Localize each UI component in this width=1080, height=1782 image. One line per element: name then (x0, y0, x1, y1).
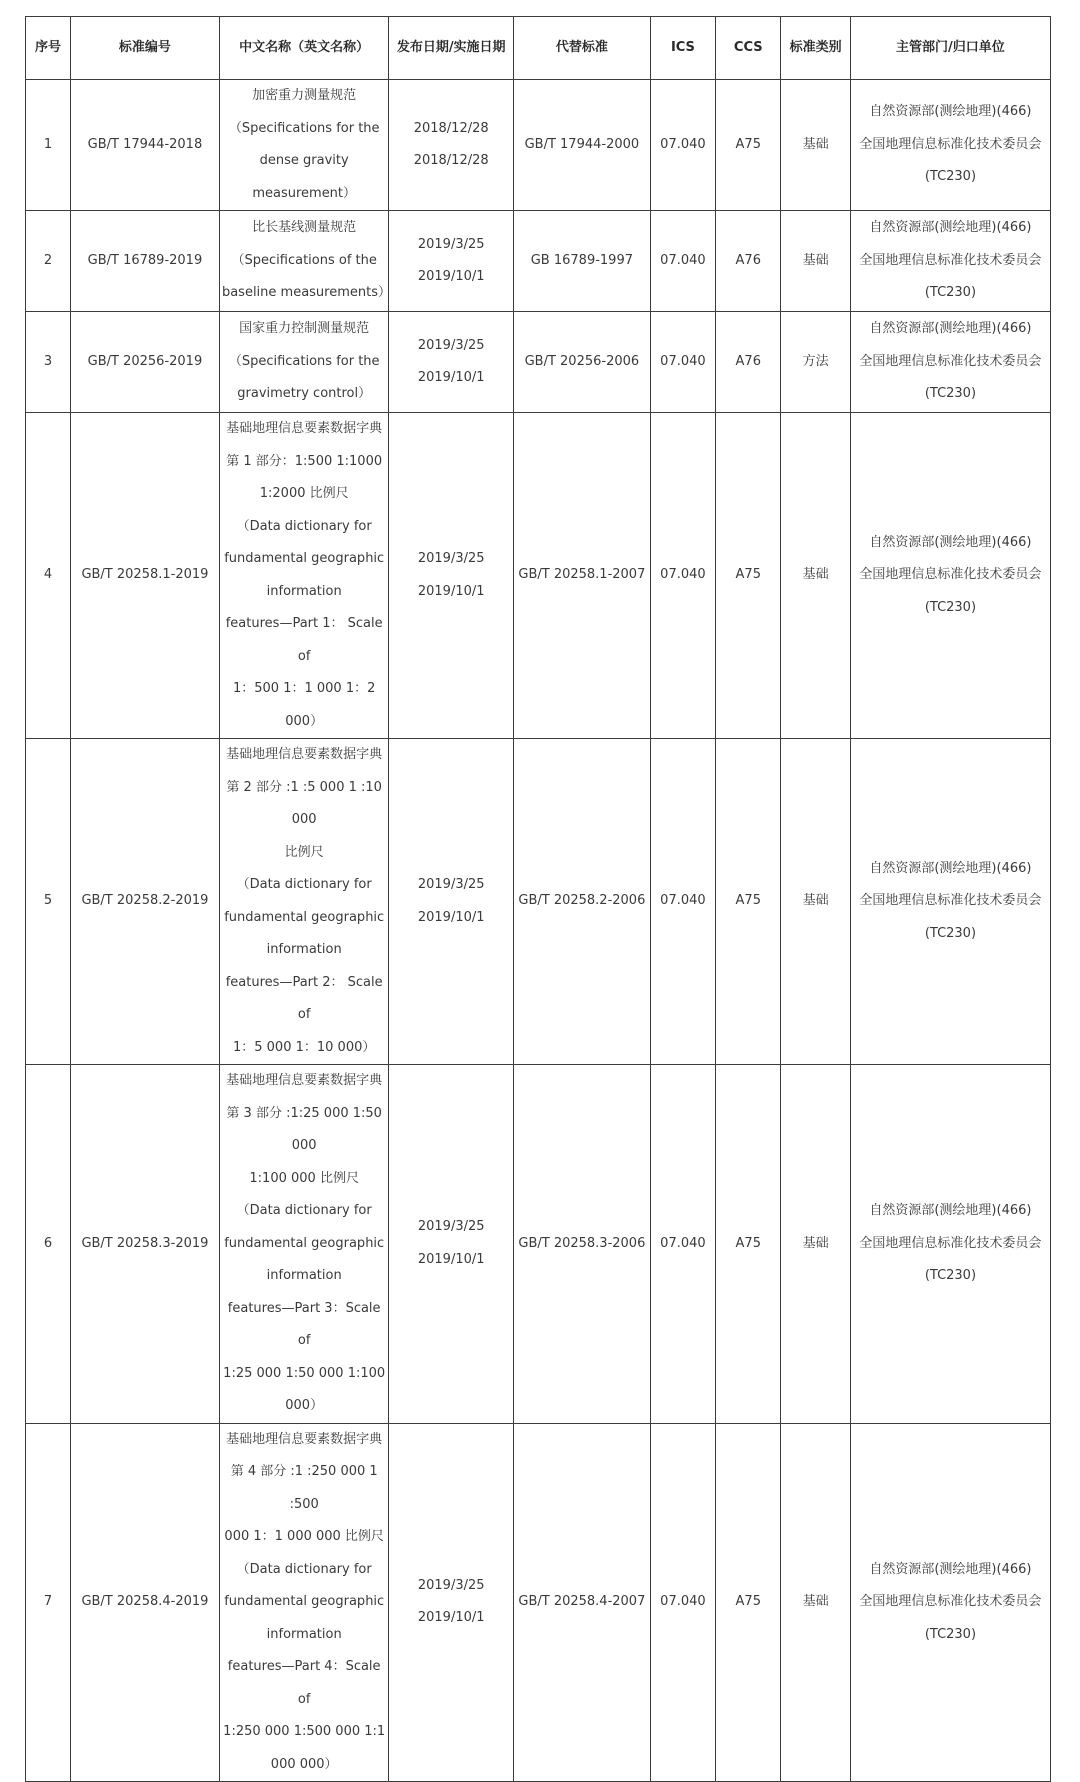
cell-dept-line: 全国地理信息标准化技术委员会 (859, 567, 1042, 583)
cell-name-line: features—Part 3：Scale of (227, 1300, 381, 1348)
cell-seq: 6 (26, 1065, 71, 1424)
cell-replaces: GB/T 20258.3-2006 (513, 1065, 650, 1424)
table-row (26, 739, 1051, 1065)
cell-dates (389, 739, 514, 1065)
table-row (26, 80, 1051, 211)
cell-name-line: information (266, 942, 342, 957)
cell-name-line: fundamental geographic (224, 1594, 385, 1609)
cell-name-line: 000） (285, 1398, 324, 1413)
header-name: 中文名称（英文名称） (219, 17, 388, 80)
table-row (26, 413, 1051, 739)
cell-name-line: information (266, 583, 342, 599)
cell-ccs: A76 (716, 211, 781, 312)
cell-name-line: 1:100 000 比例尺 (249, 1170, 359, 1186)
cell-category: 基础 (781, 413, 850, 739)
cell-dept-line: 全国地理信息标准化技术委员会 (859, 353, 1042, 369)
header-code: 标准编号 (70, 17, 219, 80)
cell-dept (850, 211, 1050, 312)
header-dates: 发布日期/实施日期 (389, 17, 514, 80)
cell-dept (850, 1065, 1050, 1424)
cell-date-publish: 2019/3/25 (417, 877, 485, 892)
cell-date-publish: 2019/3/25 (417, 1219, 485, 1235)
cell-name-line: （Data dictionary for (236, 1203, 372, 1218)
cell-name-line: 基础地理信息要素数据字典 (226, 421, 383, 436)
cell-date-publish: 2019/3/25 (417, 337, 485, 353)
cell-name-line: 1：500 1：1 000 1：2 000） (232, 681, 376, 729)
cell-dates (389, 80, 514, 211)
cell-seq: 3 (26, 312, 71, 413)
cell-name-line: gravimetry control） (237, 386, 372, 402)
cell-name-line: fundamental geographic (224, 909, 385, 925)
cell-replaces: GB/T 20256-2006 (513, 312, 650, 413)
cell-name-line: 基础地理信息要素数据字典 (226, 747, 383, 762)
table-body (26, 80, 1051, 1782)
cell-date-implement: 2019/10/1 (417, 909, 485, 925)
cell-name (219, 312, 388, 413)
cell-dept-line: 自然资源部(测绘地理)(466) (869, 1561, 1032, 1577)
cell-category: 方法 (781, 312, 850, 413)
cell-dept (850, 80, 1050, 211)
cell-dept-line: 全国地理信息标准化技术委员会 (859, 136, 1042, 152)
cell-name-line: （Data dictionary for (236, 877, 372, 892)
header-dept: 主管部门/归口单位 (850, 17, 1050, 80)
cell-name (219, 739, 388, 1065)
cell-name-line: dense gravity (259, 153, 349, 168)
cell-replaces: GB 16789-1997 (513, 211, 650, 312)
cell-dept-line: (TC230) (924, 386, 977, 402)
cell-dept (850, 312, 1050, 413)
cell-dept-line: 自然资源部(测绘地理)(466) (869, 860, 1032, 876)
cell-name-line: fundamental geographic (224, 551, 385, 566)
cell-name-line: 1:2000 比例尺 (259, 486, 349, 501)
cell-name (219, 1423, 388, 1782)
cell-code: GB/T 20258.2-2019 (70, 739, 219, 1065)
cell-dept-line: 自然资源部(测绘地理)(466) (869, 220, 1032, 236)
cell-name-line: information (266, 1268, 342, 1283)
cell-dates (389, 1423, 514, 1782)
cell-replaces: GB/T 20258.2-2006 (513, 739, 650, 1065)
cell-date-implement: 2019/10/1 (417, 1610, 485, 1626)
cell-name (219, 80, 388, 211)
cell-ics: 07.040 (650, 80, 715, 211)
cell-dept (850, 1423, 1050, 1782)
cell-code: GB/T 20258.4-2019 (70, 1423, 219, 1782)
cell-category: 基础 (781, 211, 850, 312)
cell-code: GB/T 20258.3-2019 (70, 1065, 219, 1424)
cell-ics: 07.040 (650, 211, 715, 312)
cell-seq: 4 (26, 413, 71, 739)
cell-name-line: information (266, 1626, 342, 1642)
cell-ccs: A75 (716, 1065, 781, 1424)
cell-ccs: A75 (716, 80, 781, 211)
cell-date-implement: 2019/10/1 (417, 583, 485, 599)
cell-dept-line: (TC230) (924, 285, 977, 301)
cell-name-line: （Data dictionary for (236, 1561, 372, 1577)
cell-name-line: features—Part 2： Scale of (225, 974, 383, 1022)
cell-name (219, 1065, 388, 1424)
cell-ccs: A75 (716, 1423, 781, 1782)
cell-name-line: 加密重力测量规范 (252, 88, 357, 103)
cell-name-line: （Specifications for the (228, 120, 380, 136)
cell-seq: 2 (26, 211, 71, 312)
cell-ics: 07.040 (650, 1423, 715, 1782)
cell-name-line: 第 3 部分 :1:25 000 1:50 000 (226, 1105, 382, 1153)
cell-name-line: 比长基线测量规范 (252, 220, 357, 236)
cell-name-line: 000 1：1 000 000 比例尺 (224, 1529, 384, 1544)
cell-name-line: 第 2 部分 :1 :5 000 1 :10 000 (226, 779, 382, 827)
cell-name-line: 第 4 部分 :1 :250 000 1 :500 (230, 1464, 378, 1512)
cell-name-line: 1:250 000 1:500 000 1:1 (223, 1724, 386, 1739)
cell-code: GB/T 20258.1-2019 (70, 413, 219, 739)
cell-name-line: （Data dictionary for (236, 518, 372, 534)
cell-date-implement: 2018/12/28 (413, 153, 489, 168)
cell-name-line: 1:25 000 1:50 000 1:100 (223, 1365, 386, 1381)
cell-name-line: fundamental geographic (224, 1235, 385, 1251)
cell-ccs: A75 (716, 739, 781, 1065)
cell-date-publish: 2019/3/25 (417, 551, 485, 566)
cell-name-line: 基础地理信息要素数据字典 (226, 1431, 383, 1447)
header-row (26, 17, 1051, 80)
table-row (26, 312, 1051, 413)
cell-dept-line: (TC230) (924, 925, 977, 941)
cell-date-publish: 2019/3/25 (417, 1577, 485, 1593)
cell-name-line: 基础地理信息要素数据字典 (226, 1073, 383, 1088)
cell-name-line: （Specifications for the (228, 353, 380, 369)
cell-dates (389, 211, 514, 312)
cell-date-implement: 2019/10/1 (417, 1251, 485, 1267)
table-row (26, 1065, 1051, 1424)
cell-date-implement: 2019/10/1 (417, 269, 485, 284)
header-replaces: 代替标准 (513, 17, 650, 80)
cell-replaces: GB/T 20258.4-2007 (513, 1423, 650, 1782)
cell-dept-line: 自然资源部(测绘地理)(466) (869, 534, 1032, 550)
cell-name-line: measurement） (252, 185, 357, 201)
table-header (26, 17, 1051, 80)
cell-name (219, 413, 388, 739)
cell-dept-line: 自然资源部(测绘地理)(466) (869, 1203, 1032, 1218)
cell-name-line: 第 1 部分：1:500 1:1000 (226, 453, 383, 469)
cell-dept-line: 全国地理信息标准化技术委员会 (859, 252, 1042, 268)
cell-seq: 1 (26, 80, 71, 211)
table-row (26, 211, 1051, 312)
standards-table (25, 16, 1051, 1782)
cell-seq: 7 (26, 1423, 71, 1782)
cell-category: 基础 (781, 739, 850, 1065)
cell-date-implement: 2019/10/1 (417, 370, 485, 385)
cell-dept-line: (TC230) (924, 1626, 977, 1642)
cell-dept-line: 全国地理信息标准化技术委员会 (859, 1594, 1042, 1609)
cell-name-line: 比例尺 (284, 844, 324, 860)
cell-name-line: features—Part 4：Scale of (227, 1659, 381, 1707)
cell-name (219, 211, 392, 312)
header-ccs: CCS (716, 17, 781, 80)
header-category: 标准类别 (781, 17, 850, 80)
cell-code: GB/T 20256-2019 (70, 312, 219, 413)
cell-name-line: 国家重力控制测量规范 (239, 321, 370, 337)
cell-dept-line: (TC230) (924, 599, 977, 615)
cell-dept (850, 413, 1050, 739)
cell-name-line: features—Part 1： Scale of (225, 616, 383, 664)
cell-replaces: GB/T 20258.1-2007 (513, 413, 650, 739)
cell-replaces: GB/T 17944-2000 (513, 80, 650, 211)
cell-dates (389, 1065, 514, 1424)
cell-dept-line: (TC230) (924, 1268, 977, 1283)
cell-code: GB/T 17944-2018 (70, 80, 219, 211)
cell-ccs: A75 (716, 413, 781, 739)
cell-name-line: 000 000） (270, 1756, 338, 1772)
header-ics: ICS (650, 17, 715, 80)
cell-seq: 5 (26, 739, 71, 1065)
cell-name-line: baseline measurements） (221, 285, 392, 301)
cell-dept-line: 全国地理信息标准化技术委员会 (859, 893, 1042, 909)
cell-code: GB/T 16789-2019 (70, 211, 219, 312)
cell-ics: 07.040 (650, 1065, 715, 1424)
cell-ics: 07.040 (650, 739, 715, 1065)
cell-dates (389, 413, 514, 739)
header-seq: 序号 (26, 17, 71, 80)
cell-ics: 07.040 (650, 312, 715, 413)
cell-name-line: （Specifications of the (231, 252, 377, 268)
cell-date-publish: 2018/12/28 (413, 120, 489, 136)
cell-dept (850, 739, 1050, 1065)
cell-ics: 07.040 (650, 413, 715, 739)
cell-dept-line: 自然资源部(测绘地理)(466) (869, 321, 1032, 337)
cell-category: 基础 (781, 80, 850, 211)
cell-category: 基础 (781, 1065, 850, 1424)
table-row (26, 1423, 1051, 1782)
cell-date-publish: 2019/3/25 (417, 236, 485, 252)
cell-dept-line: 自然资源部(测绘地理)(466) (869, 104, 1032, 120)
cell-name-line: 1：5 000 1：10 000） (232, 1039, 376, 1055)
cell-category: 基础 (781, 1423, 850, 1782)
cell-dates (389, 312, 514, 413)
cell-dept-line: 全国地理信息标准化技术委员会 (859, 1235, 1042, 1251)
cell-dept-line: (TC230) (924, 169, 977, 185)
cell-ccs: A76 (716, 312, 781, 413)
